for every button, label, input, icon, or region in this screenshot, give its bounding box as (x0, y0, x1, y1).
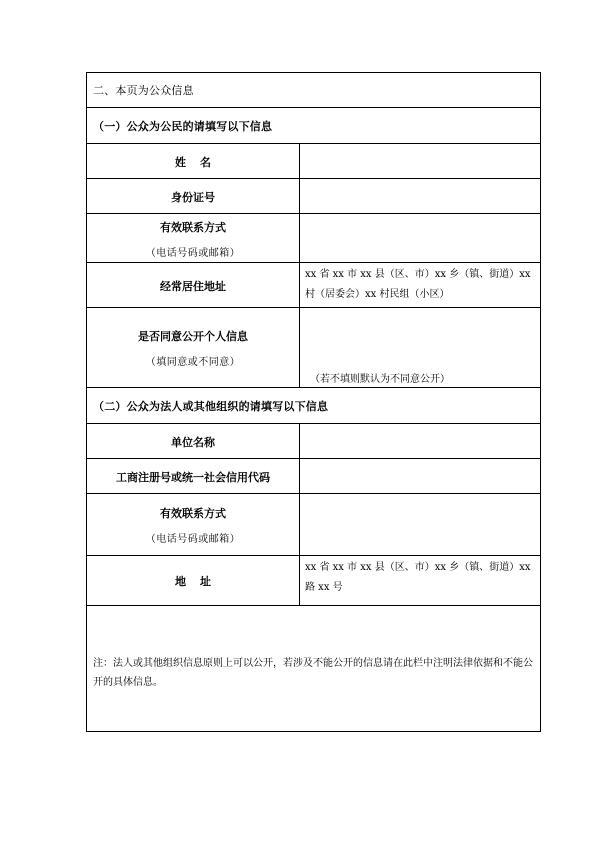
contact-field[interactable] (300, 214, 540, 263)
section2-title: （二）公众为法人或其他组织的请填写以下信息 (93, 400, 329, 413)
org-address-label-cell (87, 556, 300, 606)
section1-title: （一）公众为公民的请填写以下信息 (93, 120, 273, 133)
org-contact-sublabel: （电话号码或邮箱） (145, 534, 241, 545)
reg-number-field[interactable] (300, 459, 540, 494)
name-label-cell (87, 144, 300, 179)
address-label-cell (87, 263, 300, 308)
note-row[interactable] (87, 605, 540, 731)
org-contact-row (87, 493, 540, 556)
consent-row (87, 307, 540, 388)
consent-field[interactable] (300, 308, 540, 388)
address-row (87, 262, 540, 308)
org-contact-label: 有效联系方式 (160, 507, 226, 520)
page-title: 二、本页为公众信息 (93, 84, 194, 97)
id-number-field[interactable] (300, 179, 540, 214)
org-contact-label-cell (87, 494, 300, 556)
id-label-cell (87, 179, 300, 214)
contact-sublabel: （电话号码或邮箱） (145, 247, 241, 259)
unit-row (87, 423, 540, 459)
name-field[interactable] (300, 144, 540, 179)
org-contact-field[interactable] (300, 494, 540, 556)
id-row (87, 178, 540, 214)
reg-row (87, 458, 540, 494)
org-address-field[interactable] (300, 556, 540, 606)
address-label: 经常居住地址 (160, 279, 226, 293)
contact-row (87, 213, 540, 263)
name-row (87, 143, 540, 179)
contact-label-cell (87, 214, 300, 263)
reg-label: 工商注册号或统一社会信用代码 (116, 470, 270, 484)
contact-label: 有效联系方式 (160, 220, 226, 234)
public-info-form (86, 72, 541, 732)
reg-label-cell (87, 459, 300, 494)
address-hint: xx 省 xx 市 xx 县（区、市）xx 乡（镇、街道）xx 村（居委会）xx 村民组（小区） (305, 269, 531, 300)
consent-sublabel: （填同意或不同意） (145, 357, 241, 368)
section1-header (87, 107, 540, 144)
note-text: 注：法人或其他组织信息原则上可以公开，若涉及不能公开的信息请在此栏中注明法律依据和不能公开的具体信息。 (93, 658, 533, 688)
org-address-hint: xx 省 xx 市 xx 县（区、市）xx 乡（镇、街道）xx 路 xx 号 (305, 562, 531, 593)
consent-hint: （若不填则默认为不同意公开） (310, 374, 450, 385)
name-label: 姓名 (175, 155, 225, 169)
consent-label-cell (87, 308, 300, 388)
org-address-row (87, 555, 540, 606)
unit-name-field[interactable] (300, 424, 540, 459)
address-field[interactable] (300, 263, 540, 308)
page-title-row (87, 73, 540, 107)
section2-header (87, 387, 540, 424)
unit-label: 单位名称 (171, 435, 215, 449)
consent-label: 是否同意公开个人信息 (138, 330, 248, 343)
id-label: 身份证号 (171, 190, 215, 204)
unit-label-cell (87, 424, 300, 459)
org-address-label: 地址 (175, 575, 225, 588)
